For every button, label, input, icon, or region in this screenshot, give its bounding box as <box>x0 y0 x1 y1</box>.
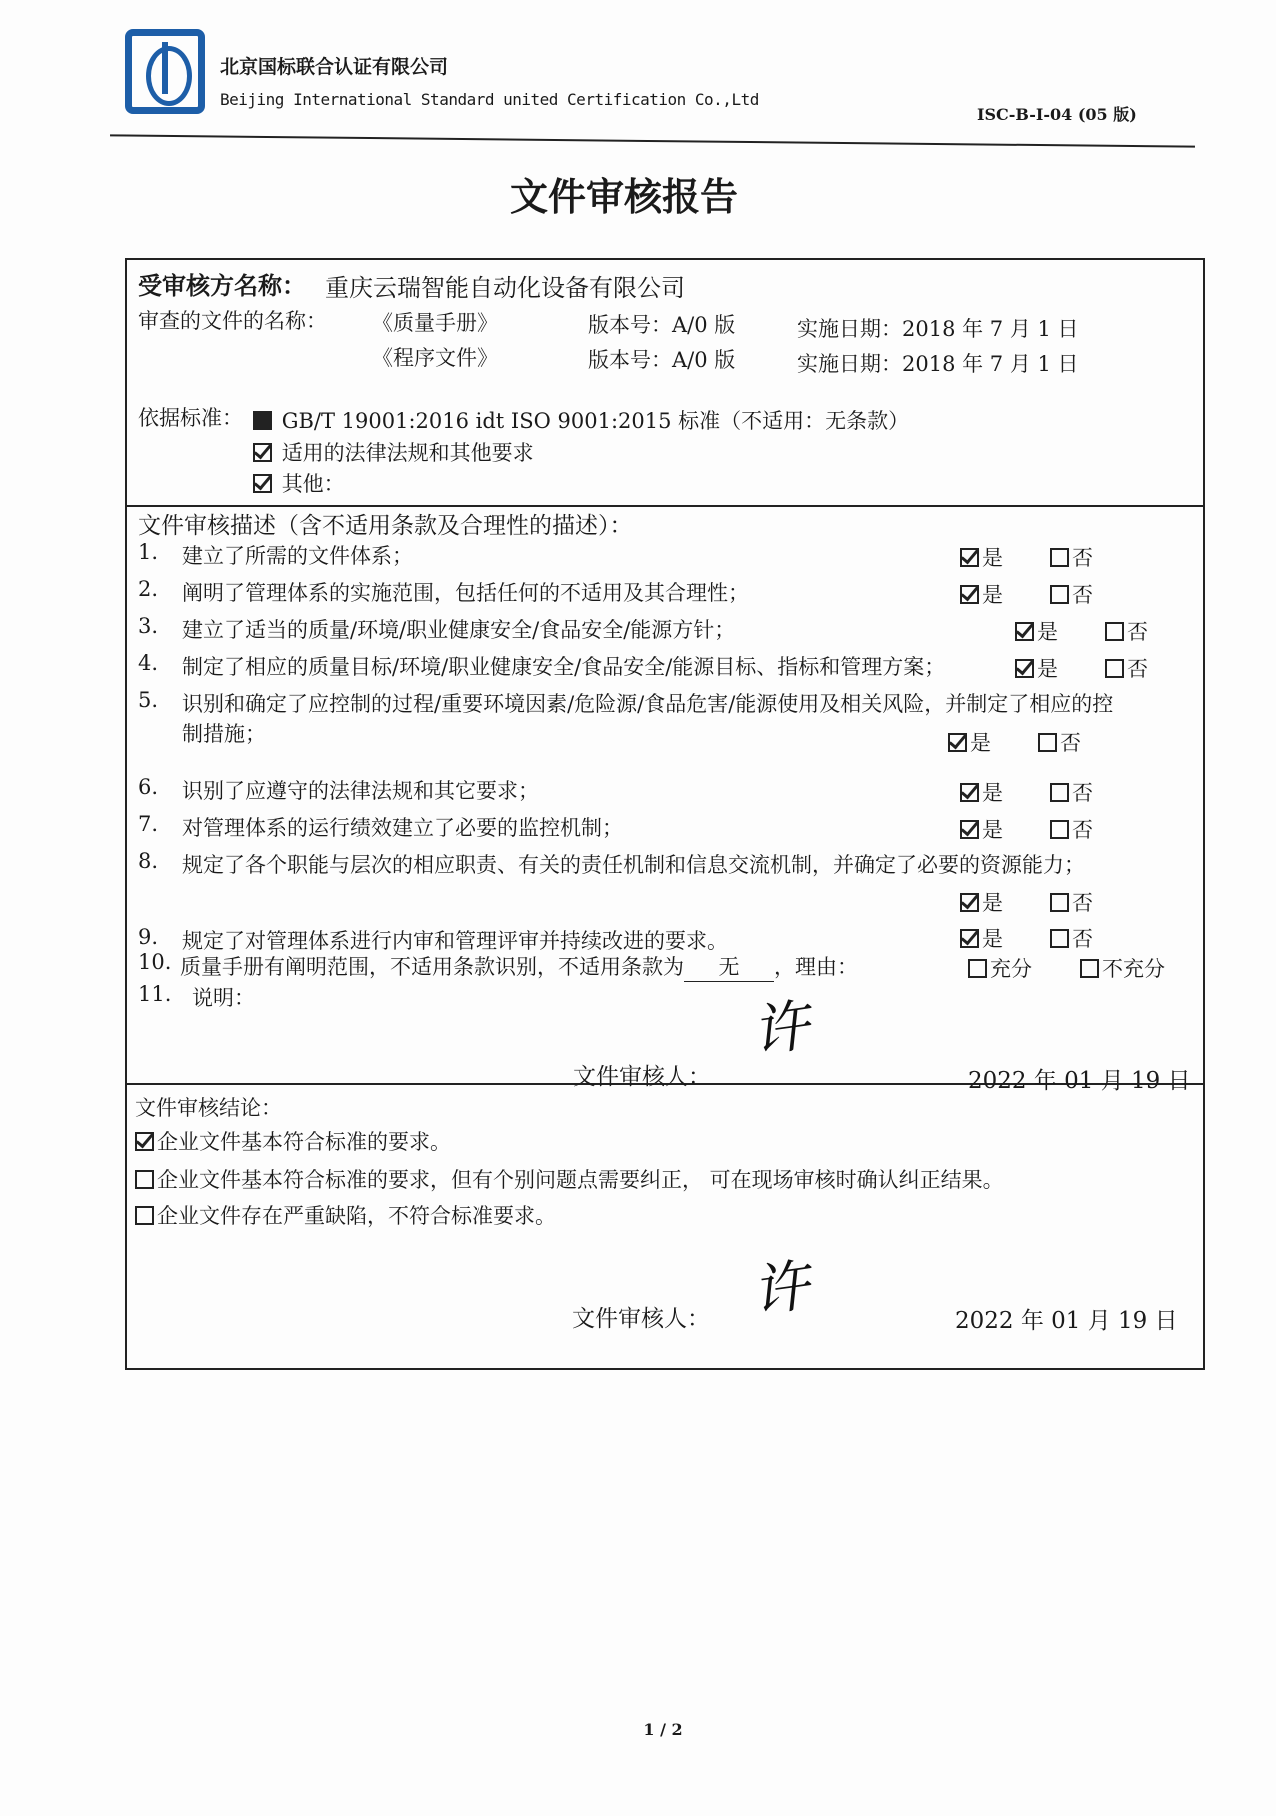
review-item-text: 制定了相应的质量目标/环境/职业健康安全/食品安全/能源目标、指标和管理方案； <box>182 655 946 679</box>
checkbox[interactable] <box>1050 585 1069 604</box>
option-no: 否 <box>1050 923 1093 953</box>
item-number: 11. <box>138 982 172 1006</box>
option-no: 否 <box>1050 887 1093 917</box>
checkbox[interactable] <box>253 443 272 462</box>
form-code: ISC-B-I-04 (05 版) <box>977 105 1137 124</box>
option-no: 否 <box>1038 727 1081 757</box>
checkbox[interactable] <box>948 733 967 752</box>
option-sufficient: 充分 <box>968 953 1032 983</box>
option-no: 否 <box>1050 814 1093 844</box>
checkbox[interactable] <box>960 548 979 567</box>
conclusion-option: 企业文件基本符合标准的要求。 <box>135 1126 451 1156</box>
item-number: 1. <box>138 540 159 564</box>
item-number: 7. <box>138 812 159 836</box>
auditee-name: 重庆云瑞智能自动化设备有限公司 <box>325 274 685 302</box>
company-name-en: Beijing International Standard united Certification Co.,Ltd <box>220 90 759 109</box>
checkbox[interactable] <box>1038 733 1057 752</box>
conclusion-option: 企业文件基本符合标准的要求，但有个别问题点需要纠正， 可在现场审核时确认纠正结果。 <box>135 1164 1004 1194</box>
checkbox[interactable] <box>960 893 979 912</box>
review-item-text: 规定了各个职能与层次的相应职责、有关的责任机制和信息交流机制，并确定了必要的资源能力； <box>182 853 1085 877</box>
checkbox[interactable] <box>1050 929 1069 948</box>
review-item-text: 规定了对管理体系进行内审和管理评审并持续改进的要求。 <box>182 929 728 953</box>
checkbox[interactable] <box>1050 893 1069 912</box>
basis-item: 其他： <box>253 468 345 498</box>
option-no: 否 <box>1050 579 1093 609</box>
checkbox[interactable] <box>1105 659 1124 678</box>
item-number: 8. <box>138 849 159 873</box>
doc-date: 实施日期：2018 年 7 月 1 日 <box>797 352 1079 376</box>
company-name-cn: 北京国标联合认证有限公司 <box>220 56 449 78</box>
checkbox[interactable] <box>253 411 272 430</box>
review-item-text: 识别了应遵守的法律法规和其它要求； <box>182 779 539 803</box>
item-number: 4. <box>138 651 159 675</box>
doc-date: 实施日期：2018 年 7 月 1 日 <box>797 317 1079 341</box>
checkbox[interactable] <box>253 474 272 493</box>
checkbox[interactable] <box>1080 959 1099 978</box>
checkbox[interactable] <box>135 1206 154 1225</box>
conclusion-date: 2022 年 01 月 19 日 <box>955 1308 1178 1334</box>
item-number: 9. <box>138 925 159 949</box>
doc-name: 《程序文件》 <box>372 346 498 370</box>
docs-label: 审查的文件的名称： <box>138 309 327 333</box>
option-yes: 是 <box>948 727 991 757</box>
review-item-text: 制措施； <box>182 722 266 746</box>
basis-item: GB/T 19001:2016 idt ISO 9001:2015 标准（不适用：无条款） <box>253 405 909 435</box>
company-logo <box>125 29 205 114</box>
option-yes: 是 <box>960 777 1003 807</box>
conclusion-heading: 文件审核结论： <box>135 1096 282 1120</box>
auditee-label: 受审核方名称： <box>138 271 306 300</box>
review-item-text: 识别和确定了应控制的过程/重要环境因素/危险源/食品危害/能源使用及相关风险，并制定了相应的控 <box>182 692 1114 716</box>
option-yes: 是 <box>1015 653 1058 683</box>
page-number: 1 / 2 <box>643 1720 683 1739</box>
reviewer-label: 文件审核人： <box>573 1064 711 1090</box>
option-no: 否 <box>1050 777 1093 807</box>
reviewer-signature: 许 <box>748 1253 813 1326</box>
doc-name: 《质量手册》 <box>372 311 498 335</box>
reviewer-signature: 许 <box>748 993 813 1066</box>
checkbox[interactable] <box>1105 622 1124 641</box>
option-yes: 是 <box>960 542 1003 572</box>
checkbox[interactable] <box>1015 622 1034 641</box>
checkbox[interactable] <box>960 585 979 604</box>
checkbox[interactable] <box>968 959 987 978</box>
option-yes: 是 <box>960 579 1003 609</box>
item-number: 5. <box>138 688 159 712</box>
review-date: 2022 年 01 月 19 日 <box>968 1068 1191 1094</box>
review-item-text: 建立了适当的质量/环境/职业健康安全/食品安全/能源方针； <box>182 618 736 642</box>
checkbox[interactable] <box>960 820 979 839</box>
review-item-text: 建立了所需的文件体系； <box>182 544 413 568</box>
review-item-text: 阐明了管理体系的实施范围，包括任何的不适用及其合理性； <box>182 581 749 605</box>
checkbox[interactable] <box>1050 548 1069 567</box>
checkbox[interactable] <box>1050 783 1069 802</box>
option-no: 否 <box>1105 616 1148 646</box>
item-number: 6. <box>138 775 159 799</box>
checkbox[interactable] <box>1015 659 1034 678</box>
option-no: 否 <box>1050 542 1093 572</box>
item-number: 3. <box>138 614 159 638</box>
option-yes: 是 <box>1015 616 1058 646</box>
checkbox[interactable] <box>960 783 979 802</box>
doc-version: 版本号：A/0 版 <box>588 313 736 337</box>
option-no: 否 <box>1105 653 1148 683</box>
page-title: 文件审核报告 <box>509 174 738 219</box>
review-item-text: 对管理体系的运行绩效建立了必要的监控机制； <box>182 816 623 840</box>
review-heading: 文件审核描述（含不适用条款及合理性的描述）： <box>138 513 633 539</box>
checkbox[interactable] <box>135 1170 154 1189</box>
option-yes: 是 <box>960 887 1003 917</box>
option-yes: 是 <box>960 814 1003 844</box>
item-11: 说明： <box>192 986 255 1010</box>
option-insufficient: 不充分 <box>1080 953 1165 983</box>
checkbox[interactable] <box>960 929 979 948</box>
checkbox[interactable] <box>135 1132 154 1151</box>
item-number: 2. <box>138 577 159 601</box>
basis-label: 依据标准： <box>138 406 243 430</box>
conclusion-option: 企业文件存在严重缺陷，不符合标准要求。 <box>135 1200 556 1230</box>
reviewer-label: 文件审核人： <box>572 1306 710 1332</box>
checkbox[interactable] <box>1050 820 1069 839</box>
basis-item: 适用的法律法规和其他要求 <box>253 437 534 467</box>
header-divider <box>110 134 1195 147</box>
item-number: 10. <box>138 950 172 974</box>
doc-version: 版本号：A/0 版 <box>588 348 736 372</box>
option-yes: 是 <box>960 923 1003 953</box>
item-10: 质量手册有阐明范围，不适用条款识别，不适用条款为 无 ，理由： <box>180 951 858 982</box>
blank-value: 无 <box>684 951 774 982</box>
